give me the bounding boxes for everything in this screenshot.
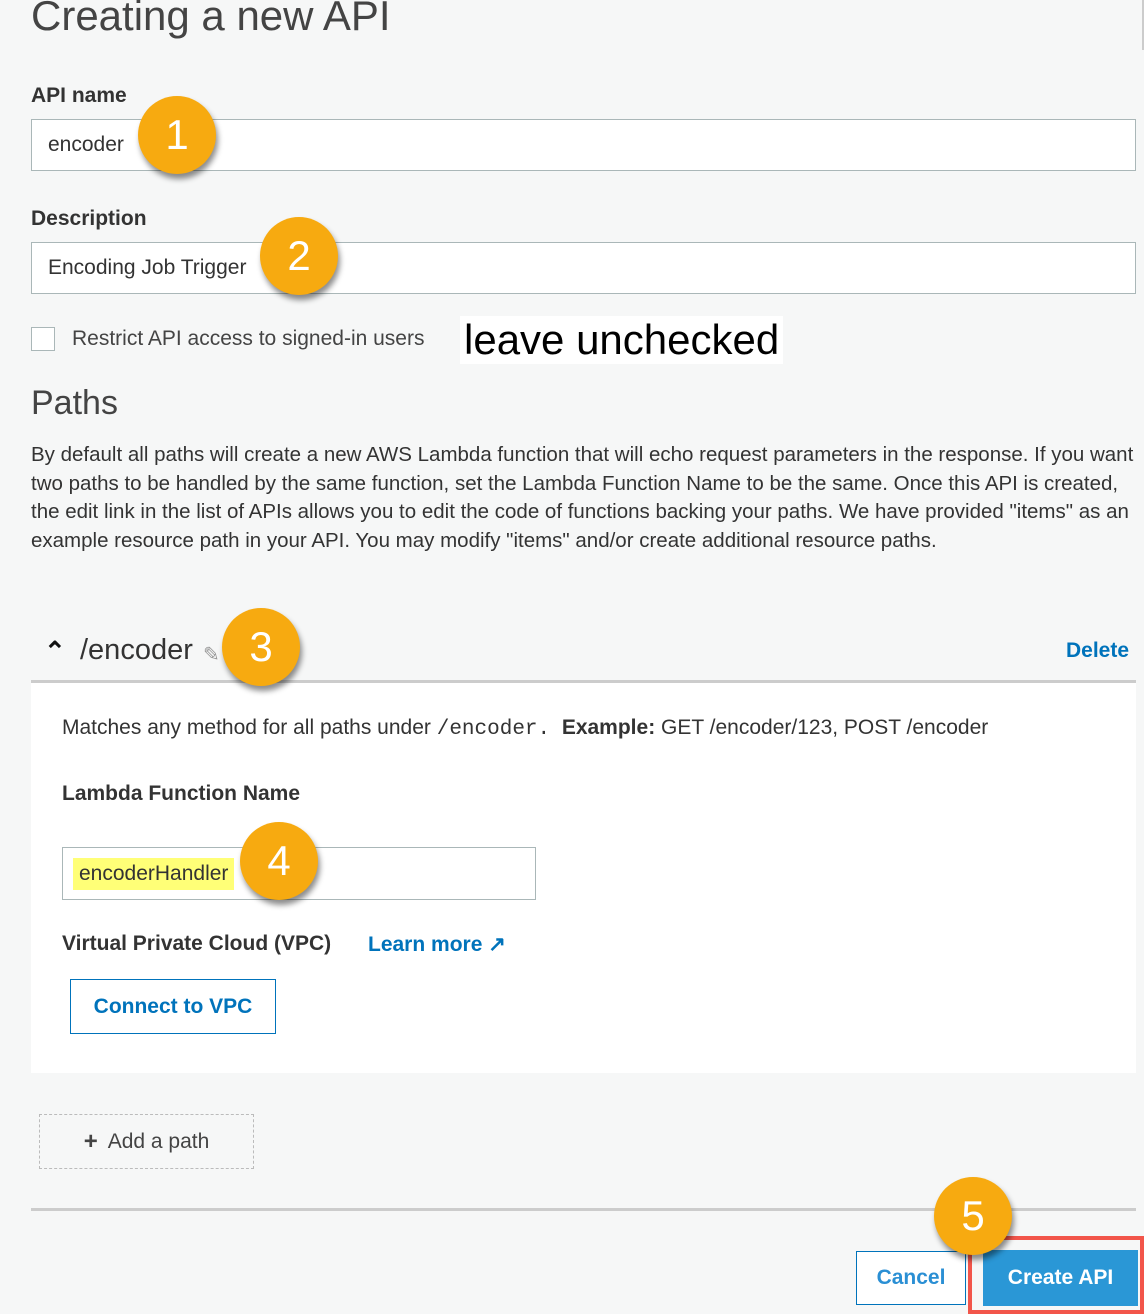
cancel-button[interactable]: Cancel	[856, 1251, 966, 1305]
learn-more-link[interactable]	[368, 932, 506, 957]
step-badge: 5	[934, 1177, 1012, 1255]
example-text: GET /encoder/123, POST /encoder	[655, 716, 989, 739]
description-input[interactable]	[31, 242, 1136, 294]
api-name-value: encoder	[48, 133, 124, 156]
collapse-chevron-icon[interactable]: ⌃	[44, 636, 66, 666]
restrict-checkbox[interactable]	[31, 327, 55, 351]
restrict-label: Restrict API access to signed-in users	[72, 327, 425, 350]
step-badge: 4	[240, 822, 318, 900]
matches-code: /encoder.	[436, 718, 551, 741]
step-badge: 3	[222, 608, 300, 686]
paths-description: By default all paths will create a new AWS Lambda function that will echo request parameters in the response. If you want two paths to be handled by the same function, set the Lambda Function Name to be the same. Once this API is created, the edit link in the list of APIs allows you to edit the code of functions backing your paths. We have provided "items" as an example resource path in your API. You may modify "items" and/or create additional resource paths.	[31, 443, 1134, 552]
annotation-text: leave unchecked	[460, 316, 783, 364]
step-badge: 2	[260, 217, 338, 295]
edit-pencil-icon[interactable]: ✎	[203, 644, 220, 666]
learn-more-text: Learn more	[368, 933, 483, 956]
path-name: /encoder	[80, 634, 193, 666]
delete-link[interactable]: Delete	[1065, 639, 1129, 662]
lambda-value: encoderHandler	[73, 858, 234, 890]
description-value: Encoding Job Trigger	[48, 256, 247, 279]
matches-prefix: Matches any method for all paths under	[62, 716, 437, 739]
vpc-label: Virtual Private Cloud (VPC)	[62, 932, 332, 955]
api-name-label: API name	[31, 84, 127, 107]
external-link-icon: ↗	[488, 933, 506, 956]
connect-vpc-button[interactable]: Connect to VPC	[70, 979, 276, 1034]
plus-icon: +	[83, 1127, 98, 1155]
paths-heading: Paths	[31, 384, 118, 422]
add-path-label: Add a path	[107, 1129, 210, 1153]
create-api-button[interactable]: Create API	[983, 1250, 1138, 1306]
description-label: Description	[31, 207, 147, 230]
add-path-button[interactable]	[39, 1114, 254, 1169]
step-badge: 1	[138, 96, 216, 174]
example-label: Example:	[561, 716, 656, 739]
matches-text	[62, 716, 988, 741]
page-title: Creating a new API	[31, 0, 391, 39]
lambda-label: Lambda Function Name	[62, 782, 301, 805]
